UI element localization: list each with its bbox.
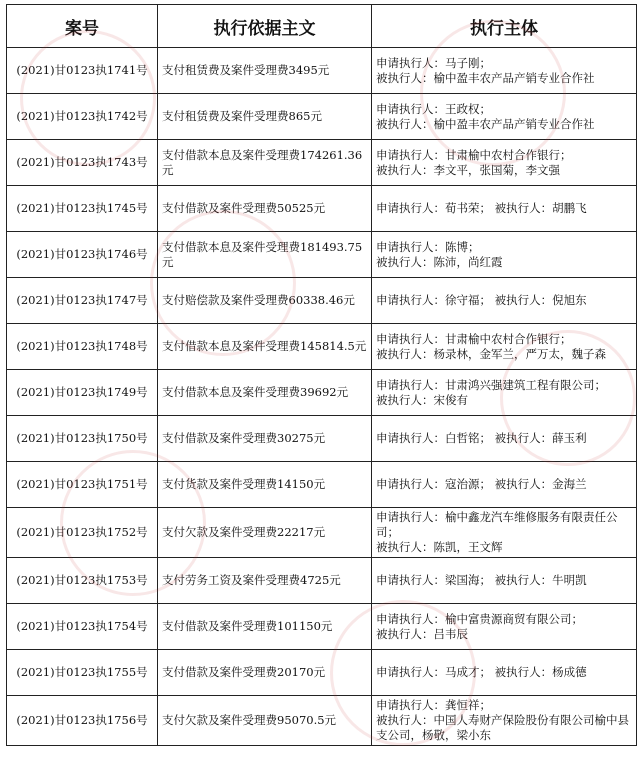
case-number-cell: (2021)甘0123执1754号: [7, 604, 158, 650]
party-line: 申请执行人：陈博；: [376, 239, 480, 254]
parties-cell: [372, 278, 637, 324]
parties-cell: [372, 462, 637, 508]
party-line: 申请执行人：王政权；: [376, 101, 491, 116]
table-row: [7, 278, 637, 324]
header-basis: 执行依据主文: [158, 5, 372, 48]
table-row: [7, 186, 637, 232]
party-line: 申请执行人：马子刚；: [376, 55, 491, 70]
party-line: 被执行人：中国人寿财产保险股份有限公司榆中县支公司，杨敬，梁小东: [376, 713, 629, 742]
parties-cell: [372, 48, 637, 94]
case-number-cell: (2021)甘0123执1745号: [7, 186, 158, 232]
basis-cell: 支付借款及案件受理费30275元: [158, 416, 372, 462]
basis-cell: 支付欠款及案件受理费95070.5元: [158, 696, 372, 746]
party-line: 申请执行人：榆中富贵源商贸有限公司；: [376, 611, 583, 626]
case-number-cell: (2021)甘0123执1752号: [7, 508, 158, 558]
basis-cell: 支付借款及案件受理费50525元: [158, 186, 372, 232]
party-line: 被执行人：宋俊有: [376, 392, 468, 407]
parties-cell: [372, 370, 637, 416]
table-row: [7, 48, 637, 94]
party-line: 被执行人：榆中盈丰农产品产销专业合作社: [376, 116, 595, 131]
basis-cell: 支付借款本息及案件受理费39692元: [158, 370, 372, 416]
enforcement-table: [6, 4, 637, 746]
table-row: [7, 508, 637, 558]
party-line: 申请执行人：荀书荣； 被执行人：胡鹏飞: [376, 201, 587, 215]
case-number-cell: (2021)甘0123执1749号: [7, 370, 158, 416]
case-number-cell: (2021)甘0123执1750号: [7, 416, 158, 462]
party-line: 被执行人：陈沛，尚红霞: [376, 254, 503, 269]
table-row: [7, 604, 637, 650]
basis-cell: 支付租赁费及案件受理费3495元: [158, 48, 372, 94]
case-number-cell: (2021)甘0123执1756号: [7, 696, 158, 746]
parties-cell: [372, 94, 637, 140]
parties-cell: [372, 558, 637, 604]
parties-cell: [372, 650, 637, 696]
party-line: 申请执行人：龚恒祥；: [376, 698, 491, 712]
party-line: 申请执行人：徐守福； 被执行人：倪旭东: [376, 293, 587, 307]
basis-cell: 支付欠款及案件受理费22217元: [158, 508, 372, 558]
table-row: [7, 324, 637, 370]
parties-cell: [372, 140, 637, 186]
case-number-cell: (2021)甘0123执1741号: [7, 48, 158, 94]
parties-cell: [372, 604, 637, 650]
case-number-cell: (2021)甘0123执1753号: [7, 558, 158, 604]
party-line: 申请执行人：甘肃榆中农村合作银行；: [376, 147, 572, 162]
header-parties: 执行主体: [372, 5, 637, 48]
table-row: [7, 232, 637, 278]
case-number-cell: (2021)甘0123执1751号: [7, 462, 158, 508]
party-line: 被执行人：榆中盈丰农产品产销专业合作社: [376, 70, 595, 85]
table-row: [7, 558, 637, 604]
basis-cell: 支付货款及案件受理费14150元: [158, 462, 372, 508]
basis-cell: 支付借款及案件受理费20170元: [158, 650, 372, 696]
case-number-cell: (2021)甘0123执1747号: [7, 278, 158, 324]
table-row: [7, 94, 637, 140]
parties-cell: [372, 186, 637, 232]
case-number-cell: (2021)甘0123执1755号: [7, 650, 158, 696]
table-body: [7, 48, 637, 746]
basis-cell: 支付借款本息及案件受理费174261.36元: [158, 140, 372, 186]
table-row: [7, 416, 637, 462]
case-number-cell: (2021)甘0123执1746号: [7, 232, 158, 278]
party-line: 申请执行人：马成才； 被执行人：杨成德: [376, 665, 587, 679]
parties-cell: [372, 508, 637, 558]
parties-cell: [372, 416, 637, 462]
basis-cell: 支付赔偿款及案件受理费60338.46元: [158, 278, 372, 324]
party-line: 被执行人：吕韦辰: [376, 626, 468, 641]
basis-cell: 支付借款本息及案件受理费145814.5元: [158, 324, 372, 370]
case-number-cell: (2021)甘0123执1742号: [7, 94, 158, 140]
header-case-no: 案号: [7, 5, 158, 48]
header-row: [7, 5, 637, 48]
parties-cell: [372, 324, 637, 370]
case-number-cell: (2021)甘0123执1743号: [7, 140, 158, 186]
basis-cell: 支付劳务工资及案件受理费4725元: [158, 558, 372, 604]
party-line: 申请执行人：白哲铭； 被执行人：薛玉利: [376, 431, 587, 445]
party-line: 被执行人：杨录林，金军兰，严万太，魏子森: [376, 346, 606, 361]
basis-cell: 支付租赁费及案件受理费865元: [158, 94, 372, 140]
party-line: 申请执行人：榆中鑫龙汽车维修服务有限责任公司；: [376, 510, 618, 539]
basis-cell: 支付借款及案件受理费101150元: [158, 604, 372, 650]
party-line: 申请执行人：寇治源； 被执行人：金海兰: [376, 477, 587, 491]
party-line: 申请执行人：甘肃鸿兴强建筑工程有限公司；: [376, 377, 606, 392]
parties-cell: [372, 232, 637, 278]
parties-cell: [372, 696, 637, 746]
table-row: [7, 696, 637, 746]
party-line: 申请执行人：梁国海； 被执行人：牛明凯: [376, 573, 587, 587]
party-line: 被执行人：李文平，张国菊，李文强: [376, 162, 560, 177]
basis-cell: 支付借款本息及案件受理费181493.75元: [158, 232, 372, 278]
case-number-cell: (2021)甘0123执1748号: [7, 324, 158, 370]
party-line: 被执行人：陈凯，王文辉: [376, 540, 503, 554]
table-row: [7, 370, 637, 416]
table-row: [7, 462, 637, 508]
table-row: [7, 650, 637, 696]
party-line: 申请执行人：甘肃榆中农村合作银行；: [376, 331, 572, 346]
table-row: [7, 140, 637, 186]
